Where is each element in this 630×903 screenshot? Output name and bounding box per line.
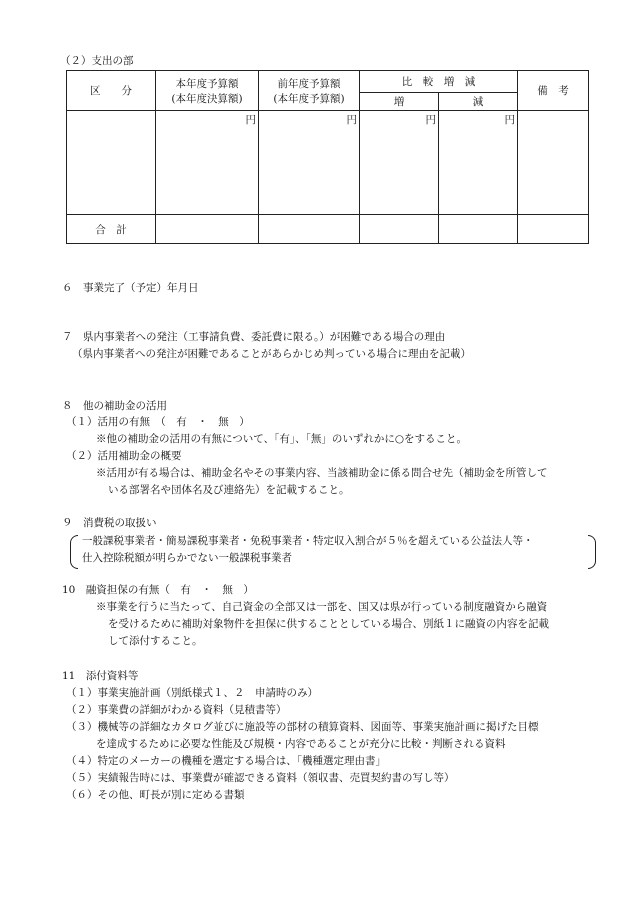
expenditure-heading: （２）支出の部: [60, 55, 134, 67]
section-8-item-2-note-2: いる部署名や団体名及び連絡先）を記載すること。: [108, 484, 350, 496]
left-bracket: [70, 535, 78, 569]
header-current-budget-line2: (本年度決算額): [171, 92, 243, 105]
unit-decrease: 円: [439, 111, 518, 215]
section-7-note: （県内事業者への発注が困難であることがあらかじめ判っている場合に理由を記載）: [72, 348, 471, 360]
header-previous-budget-line2: (本年度予算額): [273, 92, 345, 105]
total-current: [156, 215, 259, 244]
header-previous-budget: [259, 71, 360, 111]
header-remarks: 備 考: [518, 71, 589, 111]
section-10-note-3: して添付すること。: [108, 635, 203, 647]
header-current-budget-line1: 本年度予算額: [175, 77, 239, 90]
header-decrease: 減: [439, 93, 518, 111]
section-8-item-2-note-1: ※活用が有る場合は、補助金名やその事業内容、当該補助金に係る問合せ先（補助金を所管して: [96, 467, 548, 479]
header-comparison: 比 較 増 減: [360, 71, 518, 93]
header-current-budget: [156, 71, 259, 111]
section-10-note-2: を受けるために補助対象物件を担保に供することとしている場合、別紙１に融資の内容を記載: [108, 618, 549, 630]
section-11-item-2: （２）事業費の詳細がわかる資料（見積書等）: [66, 704, 287, 716]
header-kubun: 区 分: [67, 71, 156, 111]
unit-increase: 円: [360, 111, 439, 215]
unit-current: 円: [156, 111, 259, 215]
section-10-title: 10 融資担保の有無（ 有 ・ 無 ）: [62, 584, 254, 596]
section-8-title: ８ 他の補助金の活用: [62, 400, 167, 412]
header-increase: 増: [360, 93, 439, 111]
body-kubun-cell: [67, 111, 156, 215]
section-11-item-6: （６）その他、町長が別に定める書類: [66, 789, 245, 801]
section-11-item-4: （４）特定のメーカーの機種を選定する場合は、「機種選定理由書」: [66, 755, 387, 767]
expenditure-table: [66, 70, 589, 244]
section-11-item-3-line-2: を達成するために必要な性能及び規模・内容であることが充分に比較・判断される資料: [96, 738, 506, 750]
section-11-item-5: （５）実績報告時には、事業費が確認できる資料（領収書、売買契約書の写し等）: [66, 772, 455, 784]
section-7-title: ７ 県内事業者への発注（工事請負費、委託費に限る。）が困難である場合の理由: [62, 331, 446, 343]
section-8-item-1: （１）活用の有無 （ 有 ・ 無 ）: [66, 416, 250, 428]
right-bracket: [588, 535, 596, 569]
header-previous-budget-line1: 前年度予算額: [277, 77, 341, 90]
section-11-title: 11 添付資料等: [62, 670, 139, 682]
section-11-item-3-line-1: （３）機械等の詳細なカタログ並びに施設等の部材の積算資料、図面等、事業実施計画に掲げた目標: [66, 721, 539, 733]
section-11-item-1: （１）事業実施計画（別紙様式１、２ 申請時のみ）: [66, 687, 318, 699]
section-9-title: ９ 消費税の取扱い: [62, 517, 157, 529]
section-6-title: ６ 事業完了（予定）年月日: [62, 282, 199, 294]
section-8-item-1-note: ※他の補助金の活用の有無について、「有」、「無」のいずれかに○をすること。: [96, 433, 467, 445]
section-8-item-2: （２）活用補助金の概要: [66, 450, 182, 462]
total-remarks: [518, 215, 589, 244]
section-9-line-1: 一般課税事業者・簡易課税事業者・免税事業者・特定収入割合が５％を超えている公益法人等・: [82, 535, 534, 547]
total-increase: [360, 215, 439, 244]
unit-previous: 円: [259, 111, 360, 215]
section-10-note-1: ※事業を行うに当たって、自己資金の全部又は一部を、国又は県が行っている制度融資から融資: [96, 601, 548, 613]
section-9-line-2: 仕入控除税額が明らかでない一般課税事業者: [82, 552, 292, 564]
total-label: 合 計: [67, 215, 156, 244]
body-remarks-cell: [518, 111, 589, 215]
total-decrease: [439, 215, 518, 244]
total-previous: [259, 215, 360, 244]
